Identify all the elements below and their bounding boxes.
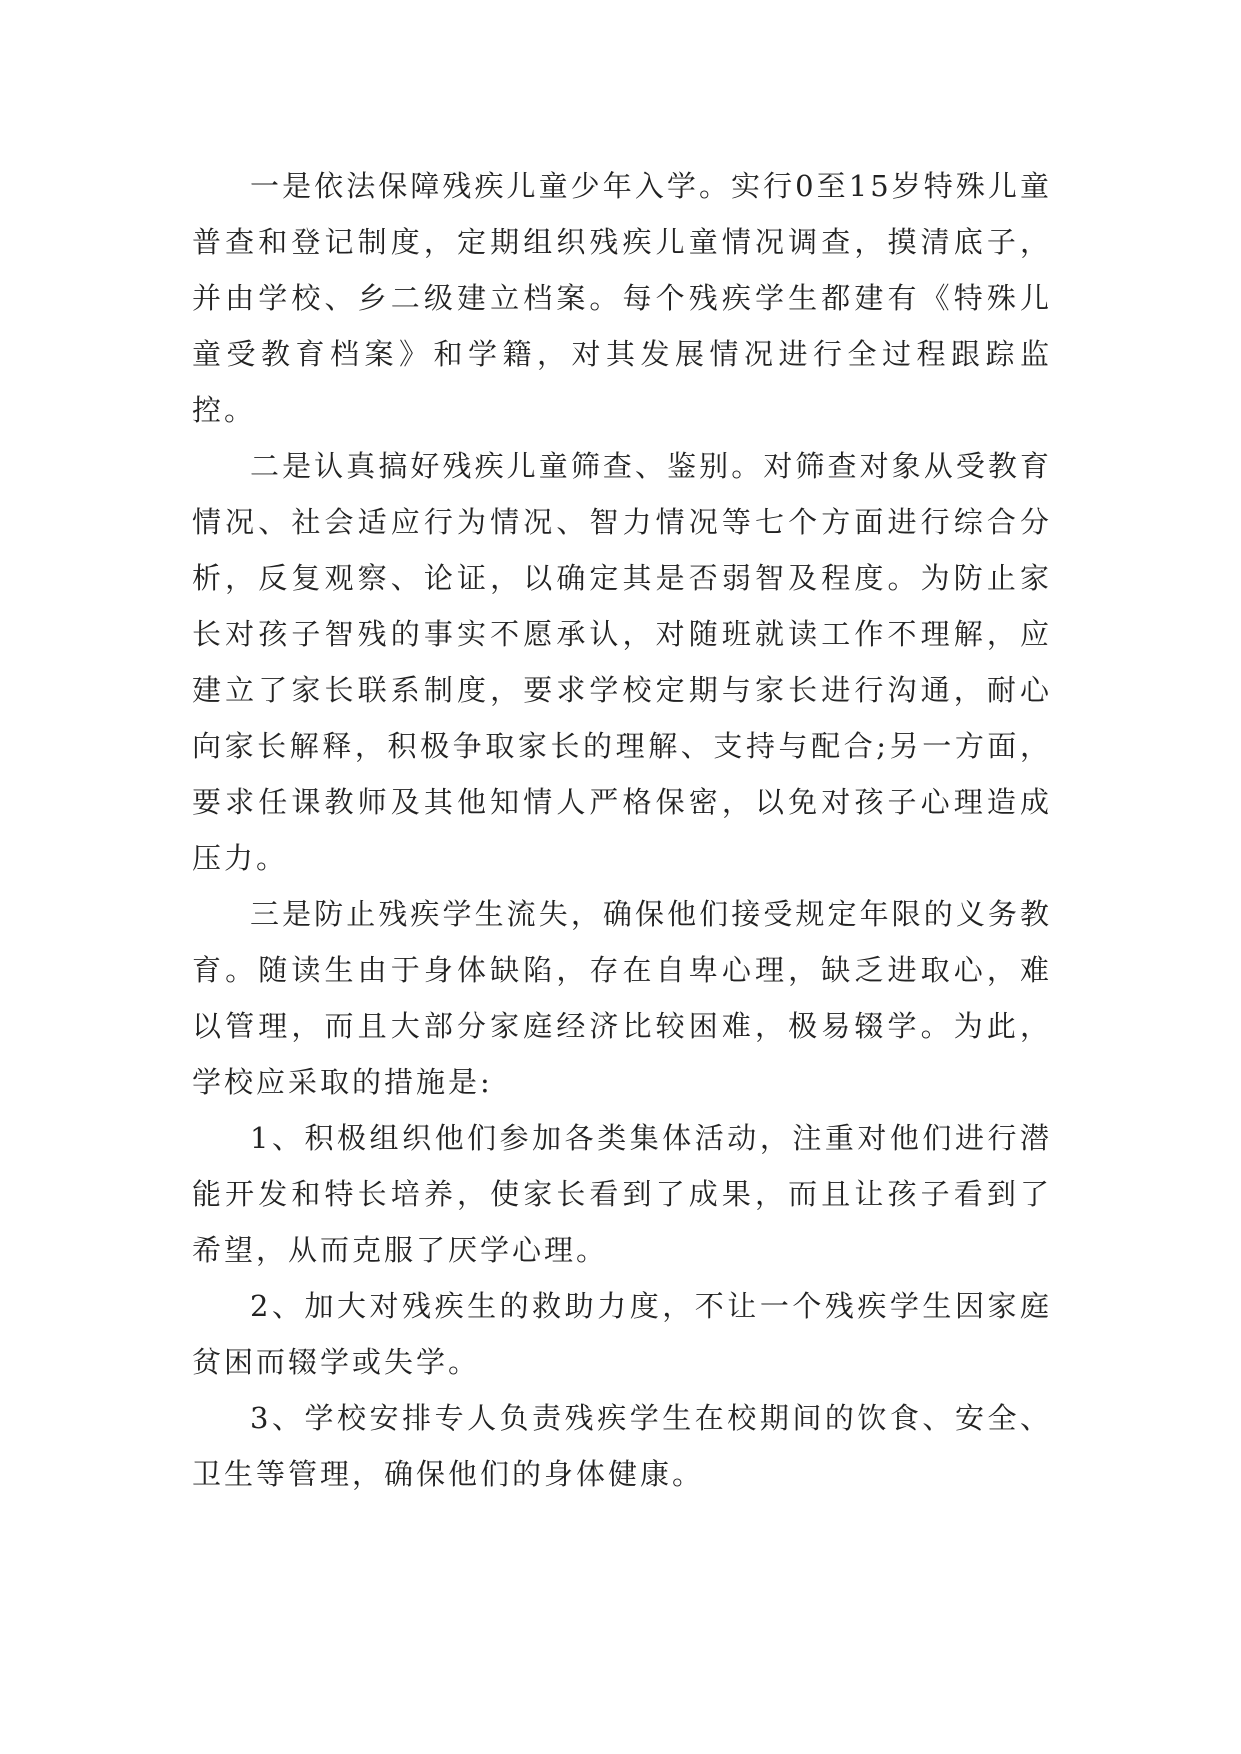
paragraph-5: 2、加大对残疾生的救助力度，不让一个残疾学生因家庭贫困而辍学或失学。 [192, 1289, 1052, 1379]
paragraph-4: 1、积极组织他们参加各类集体活动，注重对他们进行潜能开发和特长培养，使家长看到了成果，而且让孩子看到了希望，从而克服了厌学心理。 [192, 1121, 1052, 1267]
paragraph-1: 一是依法保障残疾儿童少年入学。实行0至15岁特殊儿童普查和登记制度，定期组织残疾儿童情况调查，摸清底子，并由学校、乡二级建立档案。每个残疾学生都建有《特殊儿童受教育档案》和学籍，对其发展情况进行全过程跟踪监控。 [192, 169, 1052, 427]
paragraph-2: 二是认真搞好残疾儿童筛查、鉴别。对筛查对象从受教育情况、社会适应行为情况、智力情况等七个方面进行综合分析，反复观察、论证，以确定其是否弱智及程度。为防止家长对孩子智残的事实不愿承认，对随班就读工作不理解，应建立了家长联系制度，要求学校定期与家长进行沟通，耐心向家长解释，积极争取家长的理解、支持与配合;另一方面，要求任课教师及其他知情人严格保密，以免对孩子心理造成压力。 [192, 449, 1052, 875]
document-body [192, 158, 1052, 1502]
paragraph-3: 三是防止残疾学生流失，确保他们接受规定年限的义务教育。随读生由于身体缺陷，存在自卑心理，缺乏进取心，难以管理，而且大部分家庭经济比较困难，极易辍学。为此，学校应采取的措施是: [192, 897, 1052, 1099]
paragraph-6: 3、学校安排专人负责残疾学生在校期间的饮食、安全、卫生等管理，确保他们的身体健康。 [192, 1401, 1052, 1491]
